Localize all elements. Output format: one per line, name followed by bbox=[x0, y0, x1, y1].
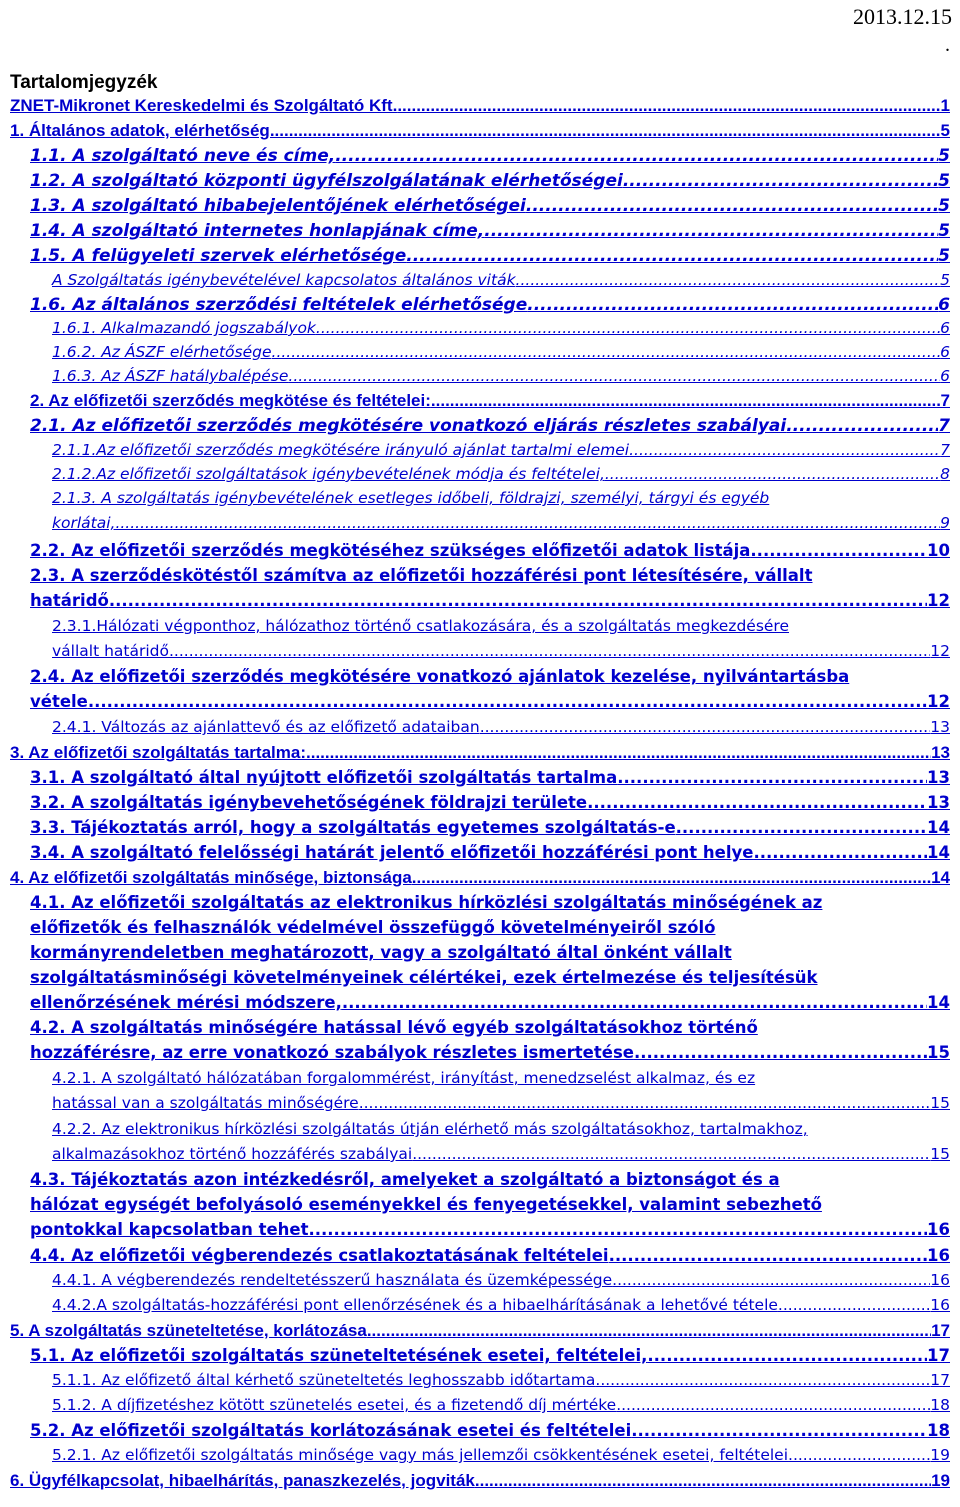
toc-entry[interactable] bbox=[30, 843, 950, 862]
toc-entry-title: A Szolgáltatás igénybevételével kapcsolatos általános viták bbox=[52, 271, 516, 289]
toc-entry-title-continued: vétele bbox=[30, 692, 88, 711]
toc-page-number: 14 bbox=[931, 868, 950, 887]
toc-page-number: 17 bbox=[931, 1321, 950, 1340]
toc-page-number: 14 bbox=[927, 993, 950, 1012]
toc-entry-title: 4. Az előfizetői szolgáltatás minősége, biztonsága bbox=[10, 868, 412, 887]
toc-page-number: 15 bbox=[927, 1043, 950, 1062]
toc-leader-dots bbox=[612, 1271, 930, 1289]
toc-page-number: 1 bbox=[940, 96, 950, 115]
toc-page-number: 5 bbox=[938, 246, 950, 266]
toc-entry-title: 1.2. A szolgáltató központi ügyfélszolgálatának elérhetőségei bbox=[30, 171, 623, 191]
toc-leader-dots bbox=[288, 367, 940, 385]
toc-page-number: 6 bbox=[938, 295, 950, 315]
toc-page-number: 18 bbox=[930, 1396, 950, 1414]
toc-entry-title: szolgáltatásminőségi követelményeinek célértékei, ezek értelmezése és teljesítésük bbox=[30, 968, 818, 987]
toc-leader-dots bbox=[750, 541, 927, 560]
toc-page-number: 5 bbox=[940, 271, 950, 289]
toc-entry-title-continued: hozzáférésre, az erre vonatkozó szabályok részletes ismertetése bbox=[30, 1043, 634, 1062]
toc-entry-title: hálózat egységét befolyásoló eseményekkel és fenyegetésekkel, valamint sebezhető bbox=[30, 1195, 822, 1214]
toc-page-number: 13 bbox=[930, 718, 950, 736]
toc-entry-title: 3.3. Tájékoztatás arról, hogy a szolgáltatás egyetemes szolgáltatás-e bbox=[30, 818, 676, 837]
toc-entry-title: 1.4. A szolgáltató internetes honlapjának címe, bbox=[30, 221, 485, 241]
toc-page-number: 19 bbox=[930, 1446, 950, 1464]
toc-entry[interactable] bbox=[30, 667, 950, 711]
toc-entry[interactable] bbox=[52, 367, 950, 385]
toc-entry[interactable] bbox=[10, 1471, 950, 1491]
toc-page-number: 13 bbox=[927, 768, 950, 787]
toc-page-number: 6 bbox=[940, 367, 950, 385]
toc-entry[interactable] bbox=[30, 1018, 950, 1062]
toc-page-number: 5 bbox=[938, 196, 950, 216]
toc-page-number: 16 bbox=[930, 1271, 950, 1289]
toc-page-number: 7 bbox=[940, 391, 950, 410]
toc-entry[interactable] bbox=[52, 343, 950, 361]
toc-title: Tartalomjegyzék bbox=[10, 72, 158, 93]
toc-entry-title: 5.1.2. A díjfizetéshez kötött szünetelés esetei, és a fizetendő díj mértéke bbox=[52, 1396, 617, 1414]
toc-entry-title: 4.1. Az előfizetői szolgáltatás az elektronikus hírközlési szolgáltatás minőségének az bbox=[30, 893, 823, 912]
toc-leader-dots bbox=[308, 1220, 927, 1239]
toc-entry-title: 1.6.3. Az ÁSZF hatálybalépése bbox=[52, 367, 289, 385]
toc-entry[interactable] bbox=[10, 868, 950, 888]
toc-entry-title: 1.6.1. Alkalmazandó jogszabályok bbox=[52, 319, 316, 337]
toc-leader-dots bbox=[753, 843, 927, 862]
toc-leader-dots bbox=[629, 441, 940, 459]
toc-entry[interactable] bbox=[30, 171, 950, 191]
toc-entry[interactable] bbox=[10, 121, 950, 141]
toc-leader-dots bbox=[526, 196, 938, 216]
toc-page-number: 13 bbox=[931, 743, 950, 762]
toc-entry-title: 5.1.1. Az előfizető által kérhető szüneteltetés leghosszabb időtartama bbox=[52, 1371, 596, 1389]
toc-page-number: 15 bbox=[930, 1094, 950, 1112]
toc-leader-dots bbox=[406, 246, 938, 266]
toc-entry-title: 3.4. A szolgáltató felelősségi határát jelentő előfizetői hozzáférési pont helye bbox=[30, 843, 754, 862]
toc-entry-title: 4.2.2. Az elektronikus hírközlési szolgáltatás útján elérhető más szolgáltatásokhoz, tartalmakhoz, bbox=[52, 1120, 808, 1138]
toc-page-number: 8 bbox=[940, 465, 950, 483]
toc-entry-title: 5. A szolgáltatás szüneteltetése, korlátozása bbox=[10, 1321, 367, 1340]
toc-leader-dots bbox=[359, 1094, 931, 1112]
toc-entry[interactable] bbox=[30, 566, 950, 610]
toc-entry-title: 2.1.1.Az előfizetői szerződés megkötésére irányuló ajánlat tartalmi elemei bbox=[52, 441, 630, 459]
toc-page-number: 5 bbox=[938, 146, 950, 166]
toc-entry-title-continued: vállalt határidő bbox=[52, 642, 169, 660]
toc-entry-title: 1.3. A szolgáltató hibabejelentőjének elérhetőségei bbox=[30, 196, 526, 216]
toc-entry-title: előfizetők és felhasználók védelmével összefüggő követelményeiről szóló bbox=[30, 918, 716, 937]
toc-page-number: 5 bbox=[938, 171, 950, 191]
toc-leader-dots bbox=[335, 146, 938, 166]
toc-entry[interactable] bbox=[30, 793, 950, 812]
toc-entry[interactable] bbox=[52, 1296, 950, 1314]
toc-entry-title-continued: pontokkal kapcsolatban tehet bbox=[30, 1220, 309, 1239]
toc-page-number: 17 bbox=[930, 1371, 950, 1389]
toc-entry-title: 1.5. A felügyeleti szervek elérhetősége bbox=[30, 246, 407, 266]
toc-entry-title-continued: határidő bbox=[30, 591, 109, 610]
toc-entry-title: 2.3.1.Hálózati végponthoz, hálózathoz történő csatlakozására, és a szolgáltatás megkezdésére bbox=[52, 617, 789, 635]
header-dot: . bbox=[945, 34, 950, 56]
toc-entry-title: 6. Ügyfélkapcsolat, hibaelhárítás, panaszkezelés, jogviták bbox=[10, 1471, 475, 1490]
toc-entry-title: 2.4. Az előfizetői szerződés megkötésére vonatkozó ajánlatok kezelése, nyilvántartásba bbox=[30, 667, 850, 686]
toc-entry[interactable] bbox=[10, 96, 950, 116]
toc-entry-title: 2.2. Az előfizetői szerződés megkötéséhez szükséges előfizetői adatok listája bbox=[30, 541, 751, 560]
toc-leader-dots bbox=[587, 793, 927, 812]
toc-page-number: 7 bbox=[938, 416, 950, 436]
toc-entry[interactable] bbox=[10, 743, 950, 763]
toc-entry-title: 5.2.1. Az előfizetői szolgáltatás minősége vagy más jellemzői csökkentésének esetei, feltételei bbox=[52, 1446, 789, 1464]
toc-leader-dots bbox=[605, 465, 940, 483]
toc-page-number: 16 bbox=[930, 1296, 950, 1314]
toc-entry[interactable] bbox=[30, 221, 950, 241]
toc-page-number: 18 bbox=[927, 1421, 950, 1440]
toc-entry-title-continued: korlátai, bbox=[52, 514, 116, 532]
toc-leader-dots bbox=[595, 1371, 930, 1389]
toc-entry[interactable] bbox=[30, 196, 950, 216]
toc-leader-dots bbox=[786, 416, 938, 436]
toc-leader-dots bbox=[480, 718, 931, 736]
toc-leader-dots bbox=[676, 818, 927, 837]
toc-entry-title: 2.3. A szerződéskötéstől számítva az előfizetői hozzáférési pont létesítésére, vállalt bbox=[30, 566, 813, 585]
toc-entry-title: 1. Általános adatok, elérhetőség bbox=[10, 121, 270, 140]
toc-entry[interactable] bbox=[10, 1321, 950, 1341]
toc-entry[interactable] bbox=[52, 319, 950, 337]
toc-page-number: 14 bbox=[927, 843, 950, 862]
toc-entry-title: 4.3. Tájékoztatás azon intézkedésről, amelyeket a szolgáltató a biztonságot és a bbox=[30, 1170, 780, 1189]
toc-entry[interactable] bbox=[52, 617, 950, 660]
toc-entry-title-continued: alkalmazásokhoz történő hozzáférés szabályai bbox=[52, 1145, 413, 1163]
toc-entry[interactable] bbox=[52, 465, 950, 483]
toc-entry-title: 3.2. A szolgáltatás igénybevehetőségének földrajzi területe bbox=[30, 793, 588, 812]
toc-leader-dots bbox=[617, 768, 927, 787]
toc-entry-title: 4.2.1. A szolgáltató hálózatában forgalommérést, irányítást, menedzselést alkalmaz, és ez bbox=[52, 1069, 756, 1087]
toc-leader-dots bbox=[342, 993, 927, 1012]
toc-leader-dots bbox=[475, 1471, 931, 1491]
toc-entry-title: 5.2. Az előfizetői szolgáltatás korlátozásának esetei és feltételei bbox=[30, 1421, 632, 1440]
toc-leader-dots bbox=[623, 171, 938, 191]
toc-entry[interactable] bbox=[52, 489, 950, 532]
toc-leader-dots bbox=[527, 295, 938, 315]
toc-entry[interactable] bbox=[52, 441, 950, 459]
toc-entry[interactable] bbox=[52, 1069, 950, 1112]
toc-entry-title: 3. Az előfizetői szolgáltatás tartalma: bbox=[10, 743, 306, 762]
toc-entry[interactable] bbox=[30, 146, 950, 166]
toc-leader-dots bbox=[484, 221, 938, 241]
toc-page-number: 19 bbox=[931, 1471, 950, 1490]
toc-entry-title: ZNET-Mikronet Kereskedelmi és Szolgáltató Kft. bbox=[10, 96, 398, 115]
toc-entry[interactable] bbox=[30, 416, 950, 436]
toc-entry-title-continued: ellenőrzésének mérési módszere, bbox=[30, 993, 342, 1012]
toc-page-number: 5 bbox=[938, 221, 950, 241]
toc-entry-title-continued: hatással van a szolgáltatás minőségére bbox=[52, 1094, 359, 1112]
toc-entry-title: 2.1.2.Az előfizetői szolgáltatások igénybevételének módja és feltételei, bbox=[52, 465, 605, 483]
toc-entry-title: 2.1.3. A szolgáltatás igénybevételének esetleges időbeli, földrajzi, személyi, tárgyi és egyéb bbox=[52, 489, 770, 507]
toc-entry[interactable] bbox=[52, 1396, 950, 1414]
toc-entry[interactable] bbox=[30, 541, 950, 560]
toc-entry-title: 1.6.2. Az ÁSZF elérhetősége bbox=[52, 343, 272, 361]
toc-leader-dots bbox=[647, 1346, 927, 1365]
toc-page-number: 12 bbox=[927, 591, 950, 610]
toc-page-number: 15 bbox=[930, 1145, 950, 1163]
toc-leader-dots bbox=[306, 743, 931, 763]
toc-page-number: 14 bbox=[927, 818, 950, 837]
toc-leader-dots bbox=[88, 692, 927, 711]
toc-leader-dots bbox=[412, 1145, 930, 1163]
toc-page-number: 17 bbox=[927, 1346, 950, 1365]
toc-entry[interactable] bbox=[30, 1170, 950, 1239]
toc-leader-dots bbox=[431, 391, 941, 411]
toc-leader-dots bbox=[634, 1043, 927, 1062]
toc-entry[interactable] bbox=[30, 1421, 950, 1440]
toc-entry[interactable] bbox=[30, 893, 950, 1012]
toc-leader-dots bbox=[169, 642, 930, 660]
toc-leader-dots bbox=[631, 1421, 927, 1440]
toc-entry-title: 5.1. Az előfizetői szolgáltatás szüneteltetésének esetei, feltételei, bbox=[30, 1346, 648, 1365]
toc-entry[interactable] bbox=[52, 718, 950, 736]
toc-entry-title: 4.4. Az előfizetői végberendezés csatlakoztatásának feltételei bbox=[30, 1246, 609, 1265]
toc-leader-dots bbox=[397, 96, 940, 116]
toc-entry[interactable] bbox=[30, 246, 950, 266]
toc-entry-title: 1.6. Az általános szerződési feltételek elérhetősége bbox=[30, 295, 528, 315]
toc-page-number: 9 bbox=[940, 514, 950, 532]
toc-page-number: 12 bbox=[930, 642, 950, 660]
toc-entry-title: 4.2. A szolgáltatás minőségére hatással lévő egyéb szolgáltatásokhoz történő bbox=[30, 1018, 758, 1037]
toc-entry[interactable] bbox=[52, 1271, 950, 1289]
toc-entry[interactable] bbox=[30, 295, 950, 315]
toc-entry-title: 1.1. A szolgáltató neve és címe, bbox=[30, 146, 336, 166]
toc-entry[interactable] bbox=[52, 1120, 950, 1163]
toc-leader-dots bbox=[616, 1396, 930, 1414]
toc-entry-title: 2.4.1. Változás az ajánlattevő és az előfizető adataiban bbox=[52, 718, 480, 736]
toc-leader-dots bbox=[412, 868, 931, 888]
toc-leader-dots bbox=[609, 1246, 927, 1265]
toc-page-number: 16 bbox=[927, 1220, 950, 1239]
toc-leader-dots bbox=[778, 1296, 930, 1314]
toc-leader-dots bbox=[115, 514, 940, 532]
toc-leader-dots bbox=[516, 271, 941, 289]
toc-leader-dots bbox=[367, 1321, 931, 1341]
toc-entry[interactable] bbox=[30, 391, 950, 411]
toc-entry[interactable] bbox=[30, 768, 950, 787]
header-date: 2013.12.15 bbox=[853, 4, 952, 29]
toc-page-number: 10 bbox=[927, 541, 950, 560]
toc-page-number: 13 bbox=[927, 793, 950, 812]
toc-entry[interactable] bbox=[30, 1346, 950, 1365]
toc-page-number: 12 bbox=[927, 692, 950, 711]
toc-leader-dots bbox=[270, 121, 941, 141]
toc-entry-title: 4.4.2.A szolgáltatás-hozzáférési pont ellenőrzésének és a hibaelhárításának a lehetővé tétele bbox=[52, 1296, 778, 1314]
toc-entry-title: kormányrendeletben meghatározott, vagy a szolgáltató által önként vállalt bbox=[30, 943, 732, 962]
toc-entry[interactable] bbox=[52, 1371, 950, 1389]
toc-entry[interactable] bbox=[52, 1446, 950, 1464]
toc-leader-dots bbox=[109, 591, 927, 610]
toc-page-number: 5 bbox=[940, 121, 950, 140]
toc-leader-dots bbox=[788, 1446, 930, 1464]
toc-leader-dots bbox=[316, 319, 940, 337]
toc-leader-dots bbox=[272, 343, 941, 361]
toc-entry[interactable] bbox=[30, 818, 950, 837]
toc-entry-title: 2.1. Az előfizetői szerződés megkötésére vonatkozó eljárás részletes szabályai bbox=[30, 416, 787, 436]
toc-entry[interactable] bbox=[30, 1246, 950, 1265]
toc-entry-title: 3.1. A szolgáltató által nyújtott előfizetői szolgáltatás tartalma bbox=[30, 768, 618, 787]
toc-entry-title: 2. Az előfizetői szerződés megkötése és feltételei: bbox=[30, 391, 431, 410]
toc-page-number: 6 bbox=[940, 343, 950, 361]
toc-page-number: 7 bbox=[940, 441, 950, 459]
toc-entry-title: 4.4.1. A végberendezés rendeltetésszerű használata és üzemképessége bbox=[52, 1271, 613, 1289]
toc-page-number: 6 bbox=[940, 319, 950, 337]
toc-entry[interactable] bbox=[52, 271, 950, 289]
toc-page-number: 16 bbox=[927, 1246, 950, 1265]
